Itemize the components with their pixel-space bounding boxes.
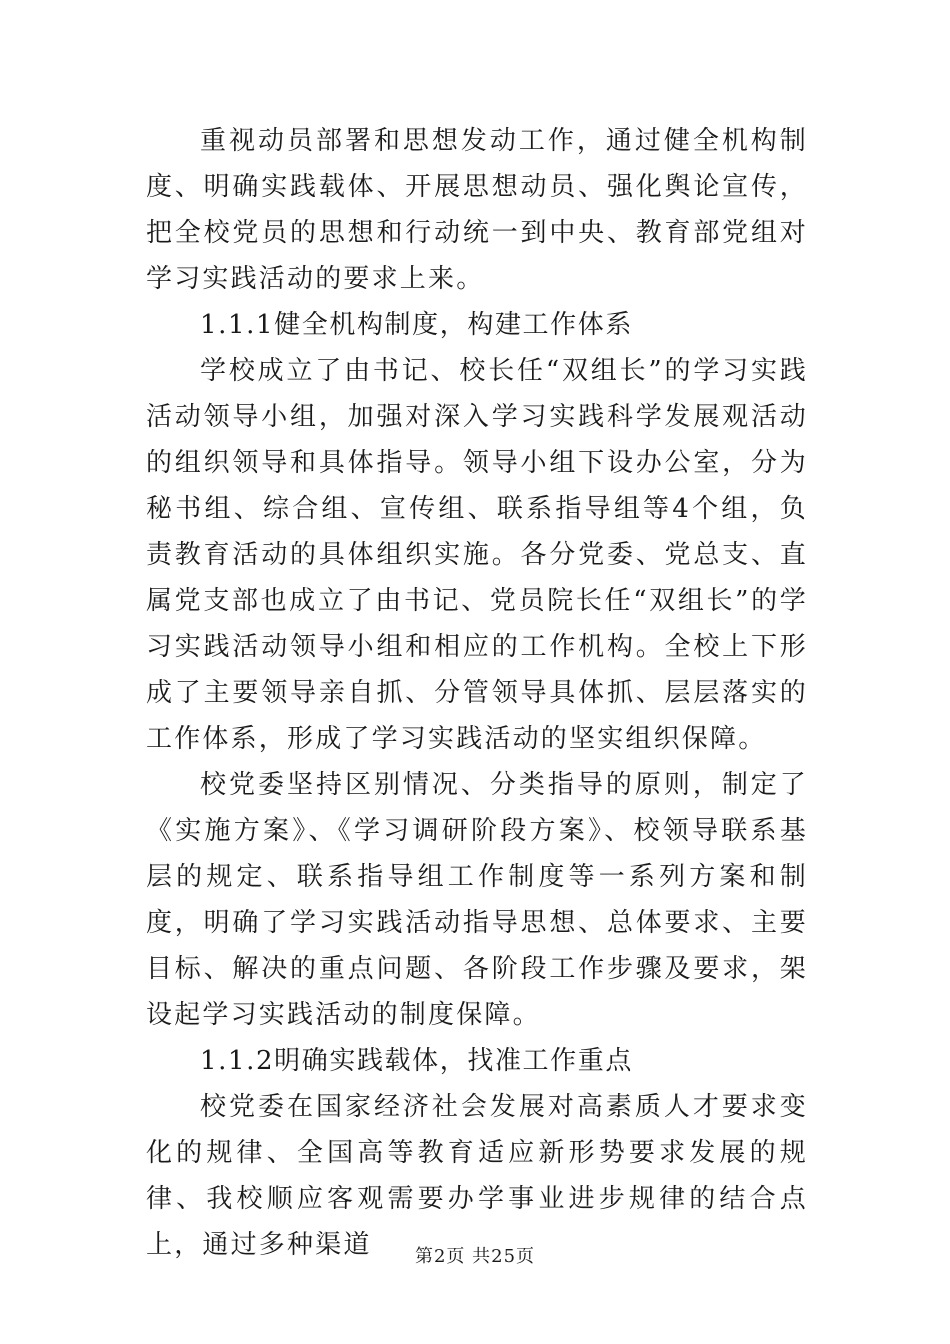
section-heading-1-1-2: 1.1.2明确实践载体，找准工作重点 [200, 1046, 633, 1076]
paragraph-leadership-group: 学校成立了由书记、校长任“双组长”的学习实践活动领导小组，加强对深入学习实践科学发展观活动的组织领导和具体指导。领导小组下设办公室，分为秘书组、综合组、宣传组、联系指导组等4个组，负责教育活动的具体组织实施。各分党委、党总支、直属党支部也成立了由书记、党员院长任“双组长”的学习实践活动领导小组和相应的工作机构。全校上下形成了主要领导亲自抓、分管领导具体抓、层层落实的工作体系，形成了学习实践活动的坚实组织保障。 [146, 356, 808, 754]
paragraph-intro: 重视动员部署和思想发动工作，通过健全机构制度、明确实践载体、开展思想动员、强化舆论宣传，把全校党员的思想和行动统一到中央、教育部党组对学习实践活动的要求上来。 [146, 126, 808, 294]
page-number-footer: 第2页 共25页 [414, 1246, 536, 1267]
section-heading-1-1-1: 1.1.1健全机构制度，构建工作体系 [200, 310, 633, 340]
document-body [146, 118, 808, 1268]
paragraph-party-committee-plans: 校党委坚持区别情况、分类指导的原则，制定了《实施方案》、《学习调研阶段方案》、校领导联系基层的规定、联系指导组工作制度等一系列方案和制度，明确了学习实践活动指导思想、总体要求、主要目标、解决的重点问题、各阶段工作步骤及要求，架设起学习实践活动的制度保障。 [146, 770, 808, 1030]
paragraph-practice-carrier: 校党委在国家经济社会发展对高素质人才要求变化的规律、全国高等教育适应新形势要求发展的规律、我校顺应客观需要办学事业进步规律的结合点上，通过多种渠道 [146, 1092, 808, 1260]
